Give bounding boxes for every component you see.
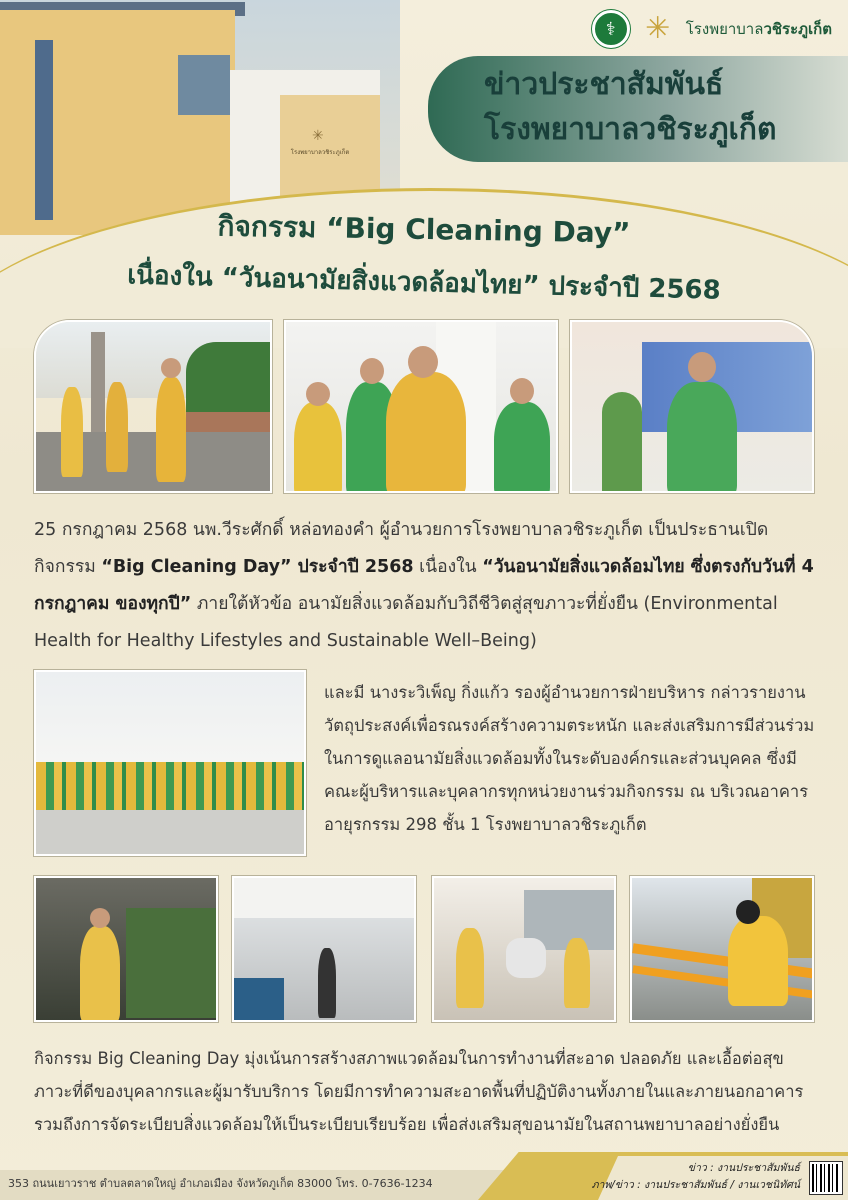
- photo-bin: [234, 978, 284, 1022]
- photo-person: [61, 387, 83, 477]
- photo-person-head: [90, 908, 110, 928]
- photo-corridor-cleaning: [232, 876, 416, 1022]
- photo-painting-fence: [630, 876, 814, 1022]
- photo-speaker: [386, 372, 466, 493]
- photo-ceiling: [36, 672, 304, 772]
- intro-bold-1: “Big Cleaning Day” ประจำปี 2568: [101, 557, 414, 577]
- photo-person: [494, 402, 550, 493]
- photo-person-head: [161, 358, 181, 378]
- intro-bold-2: “วันอนามัยสิ่งแวดล้อมไทย ซึ่งตรงกับวันที่ 4 กรกฎาคม ของทุกปี”: [34, 557, 814, 614]
- photo-person-head: [360, 358, 384, 384]
- photo-speaker-head: [688, 352, 716, 382]
- photo-person: [156, 377, 186, 482]
- event-title: กิจกรรม “Big Cleaning Day”: [217, 209, 631, 250]
- photo-person: [318, 948, 336, 1018]
- building-window-column: [35, 40, 53, 220]
- photo-wiping-railing: [34, 876, 218, 1022]
- photo-floor-scrubbing: [432, 876, 616, 1022]
- photo-plant: [602, 392, 642, 492]
- pr-banner-line2: โรงพยาบาลวชิระภูเก็ต: [484, 112, 777, 147]
- event-subtitle: เนื่องใน “วันอนามัยสิ่งแวดล้อมไทย” ประจำปี 2568: [126, 260, 722, 306]
- photo-person: [456, 928, 484, 1008]
- logo-group: [592, 10, 832, 48]
- photo-person-head: [306, 382, 330, 406]
- photo-ceiling: [234, 878, 416, 918]
- photo-person: [106, 382, 128, 472]
- photo-person-head: [510, 378, 534, 404]
- report-paragraph: และมี นางระวิเพ็ญ กิ่งแก้ว รองผู้อำนวยการฝ่ายบริหาร กล่าวรายงานวัตถุประสงค์เพื่อรณรงค์สร้างความตระหนัก และส่งเสริมการมีส่วนร่วมในการดูแลอนามัยสิ่งแวดล้อมทั้งในระดับองค์กรและส่วนบุคคล ซึ่งมีคณะผู้บริหารและบุคลากรทุกหน่วยงานร่วมกิจกรรม ณ บริเวณอาคารอายุรกรรม 298 ชั้น 1 โรงพยาบาลวชิระภูเก็ต: [324, 683, 815, 834]
- intro-text-2: เนื่องใน: [413, 557, 483, 577]
- intro-text-1: 25 กรกฎาคม 2568 นพ.วีระศักดิ์ หล่อทองคำ ผู้อำนวยการโรงพยาบาลวชิระภูเก็ต เป็นประธานเปิดกิจกรรม: [34, 520, 769, 577]
- photo-person-head: [736, 900, 760, 924]
- photo-crowd: [36, 762, 306, 810]
- building-sign: โรงพยาบาลวชิระภูเก็ต: [290, 149, 350, 156]
- qr-code-icon[interactable]: [810, 1162, 842, 1194]
- photo-person: [294, 402, 342, 493]
- hospital-logo-text: [686, 17, 832, 41]
- photo-speaker-head: [408, 346, 438, 378]
- moph-emblem-icon: ⚕: [592, 10, 630, 48]
- photo-person: [564, 938, 590, 1008]
- intro-paragraph: [34, 512, 816, 660]
- footer-address: 353 ถนนเยาวราช ตำบลตลาดใหญ่ อำเภอเมือง จังหวัดภูเก็ต 83000 โทร. 0-7636-1234: [8, 1177, 433, 1190]
- hospital-name-bold: วชิระภูเก็ต: [763, 20, 832, 38]
- photo-person: [728, 916, 788, 1006]
- photo-deputy-report: [570, 320, 814, 493]
- intro-text-3: ภายใต้หัวข้อ อนามัยสิ่งแวดล้อมกับวิถีชีวิตสู่สุขภาวะที่ยั่งยืน (Environmental Health for Healthy Lifestyles and Sustainable Well–Being): [34, 594, 778, 651]
- footer-credits: [592, 1160, 800, 1194]
- building-glass-panel: [178, 55, 230, 115]
- photo-person: [80, 926, 120, 1022]
- photo-cleaning-walkway: [34, 320, 272, 493]
- pr-banner-line1: ข่าวประชาสัมพันธ์: [484, 67, 724, 102]
- credit-photo: ภาพ/ข่าว : งานประชาสัมพันธ์ / งานเวชนิทัศน์: [591, 1179, 800, 1191]
- credit-news: ข่าว : งานประชาสัมพันธ์: [687, 1162, 800, 1174]
- building-logo-icon: ✳: [312, 128, 324, 144]
- hospital-name-prefix: โรงพยาบาล: [685, 20, 764, 38]
- pr-banner: [428, 56, 848, 162]
- photo-plants: [126, 908, 218, 1018]
- photo-scooter: [506, 938, 546, 978]
- photo-staff-group: [34, 670, 306, 856]
- photo-speaker: [667, 382, 737, 493]
- vachira-star-icon: ✳: [645, 11, 671, 46]
- summary-paragraph: กิจกรรม Big Cleaning Day มุ่งเน้นการสร้างสภาพแวดล้อมในการทำงานที่สะอาด ปลอดภัย และเอื้อต่อสุขภาวะที่ดีของบุคลากรและผู้มารับบริการ โดยมีการทำความสะอาดพื้นที่ปฏิบัติงานทั้งภายในและภายนอกอาคาร รวมถึงการจัดระเบียบสิ่งแวดล้อมให้เป็นระเบียบเรียบร้อย เพื่อส่งเสริมสุขอนามัยในสถานพยาบาลอย่างยั่งยืน: [34, 1049, 804, 1134]
- photo-director-speech: [284, 320, 558, 493]
